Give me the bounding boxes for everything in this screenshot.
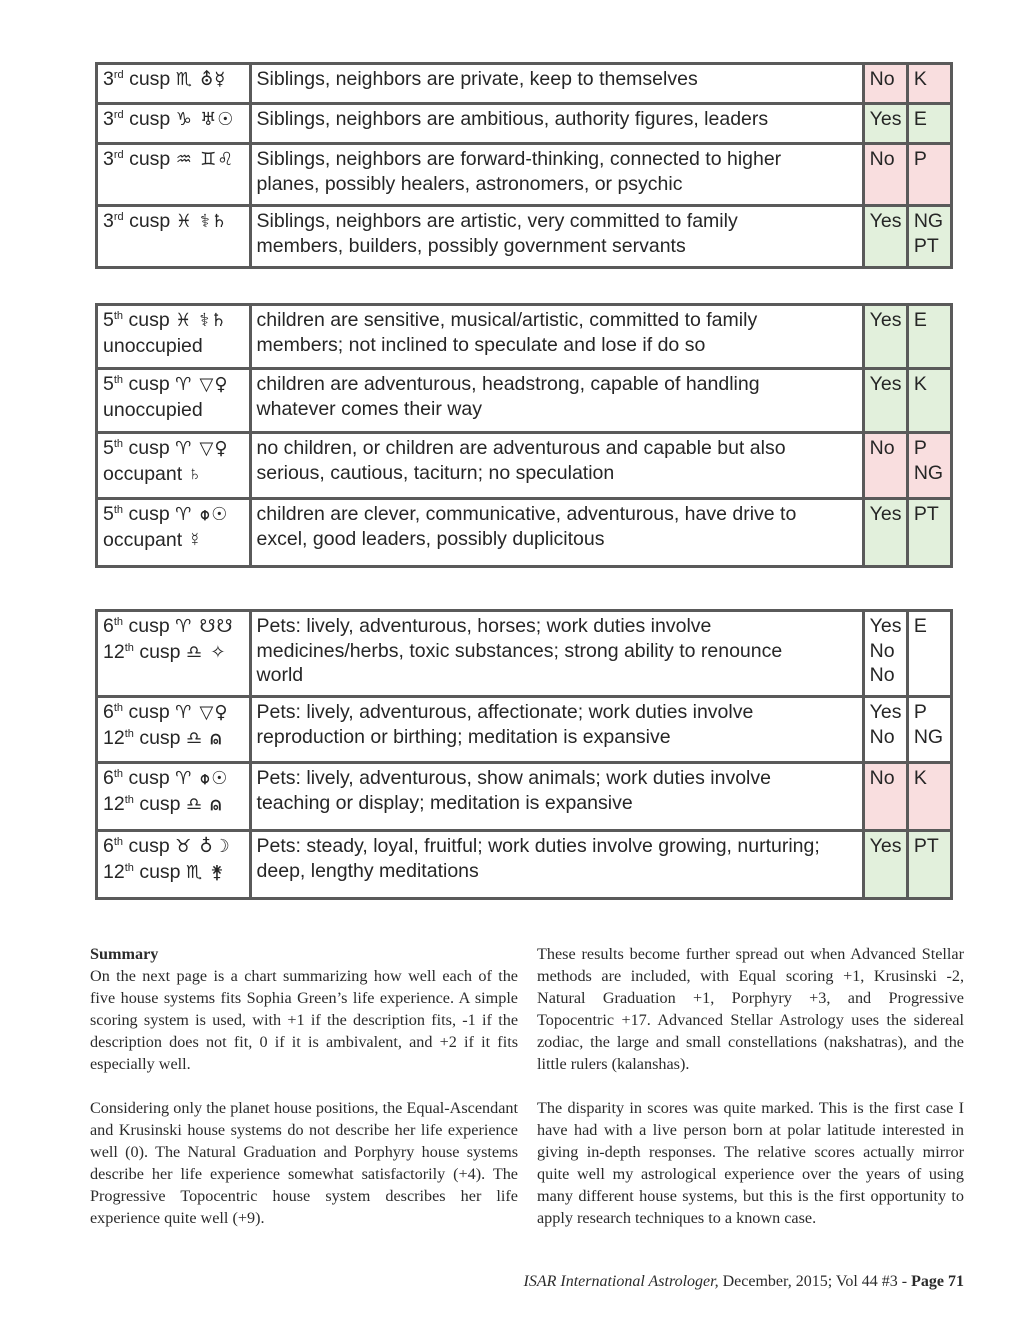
- answer-cell: No: [863, 763, 907, 831]
- summary-paragraph: These results become further spread out when Advanced Stellar methods are included, with Equal scoring +1, Krusinski -2, Natural Graduation +1, Porphyry +3, and Progressive Topocentric +17. Advanced Stellar Astrology uses the sidereal zodiac, the large and small constellations (nakshatras), and the little rulers (kalanshas).: [537, 945, 964, 1073]
- fifth-cusp-table: [95, 303, 953, 568]
- system-cell: E: [907, 305, 951, 369]
- system-cell: E: [907, 611, 951, 697]
- table-row: [97, 433, 952, 499]
- description-cell: children are sensitive, musical/artistic, committed to family members; not inclined to speculate and lose if do so: [250, 305, 863, 369]
- description-cell: Pets: lively, adventurous, horses; work duties involve medicines/herbs, toxic substances; strong ability to renounce world: [250, 611, 863, 697]
- zodiac-glyphs: ♑ ♅☉: [175, 109, 235, 130]
- description-cell: Pets: lively, adventurous, show animals; work duties involve teaching or display; meditation is expansive: [250, 763, 863, 831]
- zodiac-glyphs: ♎ ⍝: [185, 727, 223, 749]
- summary-paragraph: Considering only the planet house positions, the Equal-Ascendant and Krusinski house systems do not describe her life experience well (0). The Natural Graduation and Porphyry house systems describe her life experience somewhat satisfactorily (+4). The Progressive Topocentric house system describes her life experience quite well (+9).: [90, 1099, 518, 1227]
- cusp-label: 5th cusp ♈ ▽♀ occupant ♄: [97, 433, 251, 499]
- summary-left-column: [90, 943, 518, 1229]
- zodiac-glyphs: ♈ ▽♀: [175, 702, 229, 723]
- issue-info: December, 2015; Vol 44 #3 -: [718, 1273, 912, 1290]
- cusp-label: 3rd cusp ♏ ⛢☿: [97, 64, 251, 104]
- table-row: [97, 499, 952, 567]
- cusp-label: 6th cusp ♈ ▽♀ 12th cusp ♎ ⍝: [97, 697, 251, 763]
- cusp-label: 6th cusp ♉ ♁☽ 12th cusp ♏ ⚵: [97, 831, 251, 899]
- description-cell: Siblings, neighbors are private, keep to themselves: [250, 64, 863, 104]
- page-number: Page 71: [911, 1273, 964, 1290]
- answer-cell: Yes: [863, 831, 907, 899]
- zodiac-glyphs: ♎ ⍝: [185, 793, 223, 815]
- answer-cell: Yes No: [863, 697, 907, 763]
- occupancy-note: occupant ☿: [103, 528, 203, 551]
- summary-right-column: [537, 943, 964, 1229]
- system-cell: NG PT: [907, 206, 951, 268]
- system-cell: E: [907, 104, 951, 144]
- table-row: [97, 763, 952, 831]
- cusp-label: 5th cusp ♓ ⚕♄ unoccupied: [97, 305, 251, 369]
- system-cell: K: [907, 369, 951, 433]
- table-row: [97, 305, 952, 369]
- answer-cell: No: [863, 144, 907, 206]
- table-row: [97, 369, 952, 433]
- cusp-label: 5th cusp ♈ ▽♀ unoccupied: [97, 369, 251, 433]
- answer-cell: No: [863, 433, 907, 499]
- cusp-label: 5th cusp ♈ ⌽☉ occupant ☿: [97, 499, 251, 567]
- description-cell: no children, or children are adventurous and capable but also serious, cautious, taciturn; no speculation: [250, 433, 863, 499]
- cusp-label: 6th cusp ♈ ⌽☉ 12th cusp ♎ ⍝: [97, 763, 251, 831]
- zodiac-glyphs: ♒ ♊♌: [175, 149, 235, 170]
- system-cell: PT: [907, 499, 951, 567]
- sixth-twelfth-cusp-table: [95, 609, 953, 900]
- zodiac-glyphs: ♏ ⛢☿: [175, 69, 227, 90]
- zodiac-glyphs: ♈ ⌽☉: [175, 504, 229, 525]
- zodiac-glyphs: ♏ ⚵: [185, 861, 225, 883]
- zodiac-glyphs: ♓ ⚕♄: [175, 310, 228, 331]
- summary-heading: Summary: [90, 945, 159, 963]
- cusp-label: 3rd cusp ♓ ⚕♄: [97, 206, 251, 268]
- description-cell: Pets: lively, adventurous, affectionate; work duties involve reproduction or birthing; meditation is expansive: [250, 697, 863, 763]
- description-cell: Siblings, neighbors are ambitious, authority figures, leaders: [250, 104, 863, 144]
- system-cell: PT: [907, 831, 951, 899]
- description-cell: children are clever, communicative, adventurous, have drive to excel, good leaders, possibly duplicitous: [250, 499, 863, 567]
- table-row: [97, 64, 952, 104]
- answer-cell: Yes: [863, 206, 907, 268]
- system-cell: K: [907, 763, 951, 831]
- zodiac-glyphs: ♈ ⌽☉: [175, 768, 229, 789]
- table-row: [97, 104, 952, 144]
- answer-cell: Yes: [863, 305, 907, 369]
- occupancy-note: unoccupied: [103, 398, 203, 421]
- journal-title: ISAR International Astrologer,: [523, 1273, 719, 1290]
- occupancy-note: occupant ♄: [103, 462, 203, 485]
- answer-cell: Yes: [863, 104, 907, 144]
- page-footer: [524, 1273, 965, 1291]
- zodiac-glyphs: ♎ ✧: [185, 641, 227, 663]
- table-row: [97, 144, 952, 206]
- cusp-label: 6th cusp ♈ ☋☋ 12th cusp ♎ ✧: [97, 611, 251, 697]
- system-cell: P: [907, 144, 951, 206]
- cusp-label: 3rd cusp ♑ ♅☉: [97, 104, 251, 144]
- zodiac-glyphs: ♈ ▽♀: [175, 438, 229, 459]
- answer-cell: Yes No No: [863, 611, 907, 697]
- description-cell: children are adventurous, headstrong, capable of handling whatever comes their way: [250, 369, 863, 433]
- description-cell: Pets: steady, loyal, fruitful; work duties involve growing, nurturing; deep, lengthy meditations: [250, 831, 863, 899]
- table-row: [97, 831, 952, 899]
- answer-cell: No: [863, 64, 907, 104]
- description-cell: Siblings, neighbors are forward-thinking, connected to higher planes, possibly healers, astronomers, or psychic: [250, 144, 863, 206]
- cusp-label: 3rd cusp ♒ ♊♌: [97, 144, 251, 206]
- zodiac-glyphs: ♉ ♁☽: [175, 836, 231, 857]
- description-cell: Siblings, neighbors are artistic, very committed to family members, builders, possibly government servants: [250, 206, 863, 268]
- system-cell: P NG: [907, 433, 951, 499]
- zodiac-glyphs: ♈ ☋☋: [175, 616, 234, 637]
- answer-cell: Yes: [863, 499, 907, 567]
- occupancy-note: unoccupied: [103, 334, 203, 357]
- zodiac-glyphs: ♈ ▽♀: [175, 374, 229, 395]
- table-row: [97, 697, 952, 763]
- table-row: [97, 611, 952, 697]
- system-cell: K: [907, 64, 951, 104]
- summary-paragraph: The disparity in scores was quite marked. This is the first case I have had with a live person born at polar latitude interested in giving in-depth responses. The relative scores actually mirror quite well my astrological experience over the years of using many different house systems, but this is the first opportunity to apply research techniques to a known case.: [537, 1099, 964, 1227]
- system-cell: P NG: [907, 697, 951, 763]
- table-row: [97, 206, 952, 268]
- summary-paragraph: On the next page is a chart summarizing how well each of the five house systems fits Sophia Green’s life experience. A simple scoring system is used, with +1 if the description fits, -1 if the description does not fit, 0 if it is ambivalent, and +2 if it fits especially well.: [90, 967, 518, 1073]
- third-cusp-table: [95, 62, 953, 269]
- zodiac-glyphs: ♓ ⚕♄: [175, 211, 228, 232]
- answer-cell: Yes: [863, 369, 907, 433]
